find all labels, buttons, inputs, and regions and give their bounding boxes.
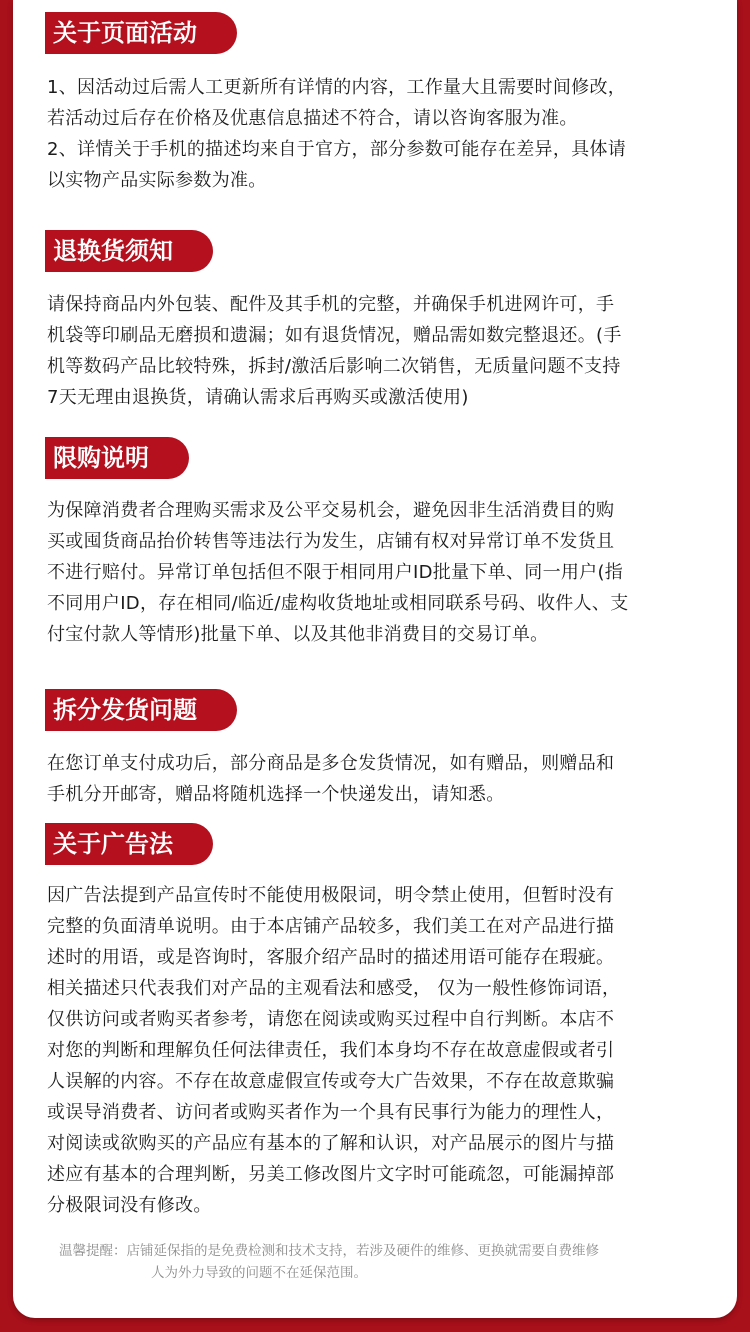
warranty-note-line: 人为外力导致的问题不在延保范围。	[151, 1265, 367, 1281]
text-line: 因广告法提到产品宣传时不能使用极限词，明令禁止使用，但暂时没有	[47, 885, 615, 906]
text-line: 以实物产品实际参数为准。	[47, 170, 267, 191]
text-line: 不进行赔付。异常订单包括但不限于相同用户ID批量下单、同一用户(指	[47, 562, 624, 583]
text-line: 1、因活动过后需人工更新所有详情的内容，工作量大且需要时间修改，	[47, 77, 627, 98]
section-body-advertising-law	[47, 880, 707, 1221]
text-line: 仅供访问或者购买者参考，请您在阅读或购买过程中自行判断。本店不	[47, 1009, 615, 1030]
text-line: 机等数码产品比较特殊，拆封/激活后影响二次销售，无质量问题不支持	[47, 356, 621, 377]
text-line: 机袋等印刷品无磨损和遗漏；如有退货情况，赠品需如数完整退还。(手	[47, 325, 622, 346]
section-body-purchase-limit	[47, 495, 707, 650]
text-line: 完整的负面清单说明。由于本店铺产品较多，我们美工在对产品进行描	[47, 916, 615, 937]
text-line: 不同用户ID，存在相同/临近/虚构收货地址或相同联系号码、收件人、支	[47, 593, 629, 614]
section-body-split-shipping	[47, 748, 707, 810]
text-line: 买或囤货商品抬价转售等违法行为发生，店铺有权对异常订单不发货且	[47, 531, 615, 552]
text-line: 或误导消费者、访问者或购买者作为一个具有民事行为能力的理性人，	[47, 1102, 615, 1123]
section-title-advertising-law: 关于广告法	[45, 823, 213, 865]
section-title-page-activity: 关于页面活动	[45, 12, 237, 54]
warranty-note-line: 温馨提醒：店铺延保指的是免费检测和技术支持，若涉及硬件的维修、更换就需要自费维修	[59, 1243, 599, 1259]
section-title-purchase-limit: 限购说明	[45, 437, 189, 479]
text-line: 述应有基本的合理判断，另美工修改图片文字时可能疏忽，可能漏掉部	[47, 1164, 615, 1185]
section-body-page-activity	[47, 72, 707, 196]
section-body-return-policy	[47, 289, 707, 413]
text-line: 2、详情关于手机的描述均来自于官方，部分参数可能存在差异，具体请	[47, 139, 627, 160]
content-card	[13, 0, 737, 1318]
text-line: 人误解的内容。不存在故意虚假宣传或夸大广告效果，不存在故意欺骗	[47, 1071, 615, 1092]
text-line: 7天无理由退换货，请确认需求后再购买或激活使用)	[47, 387, 469, 408]
text-line: 若活动过后存在价格及优惠信息描述不符合，请以咨询客服为准。	[47, 108, 578, 129]
text-line: 述时的用语，或是咨询时，客服介绍产品时的描述用语可能存在瑕疵。	[47, 947, 615, 968]
text-line: 在您订单支付成功后，部分商品是多仓发货情况，如有赠品，则赠品和	[47, 753, 615, 774]
text-line: 对您的判断和理解负任何法律责任，我们本身均不存在故意虚假或者引	[47, 1040, 615, 1061]
section-title-return-policy: 退换货须知	[45, 230, 213, 272]
text-line: 对阅读或欲购买的产品应有基本的了解和认识，对产品展示的图片与描	[47, 1133, 615, 1154]
text-line: 请保持商品内外包装、配件及其手机的完整，并确保手机进网许可，手	[47, 294, 615, 315]
warranty-note	[59, 1240, 719, 1284]
section-title-split-shipping: 拆分发货问题	[45, 689, 237, 731]
text-line: 付宝付款人等情形)批量下单、以及其他非消费目的交易订单。	[47, 624, 549, 645]
text-line: 手机分开邮寄，赠品将随机选择一个快递发出，请知悉。	[47, 784, 505, 805]
text-line: 分极限词没有修改。	[47, 1195, 212, 1216]
text-line: 为保障消费者合理购买需求及公平交易机会，避免因非生活消费目的购	[47, 500, 615, 521]
text-line: 相关描述只代表我们对产品的主观看法和感受， 仅为一般性修饰词语，	[47, 978, 621, 999]
